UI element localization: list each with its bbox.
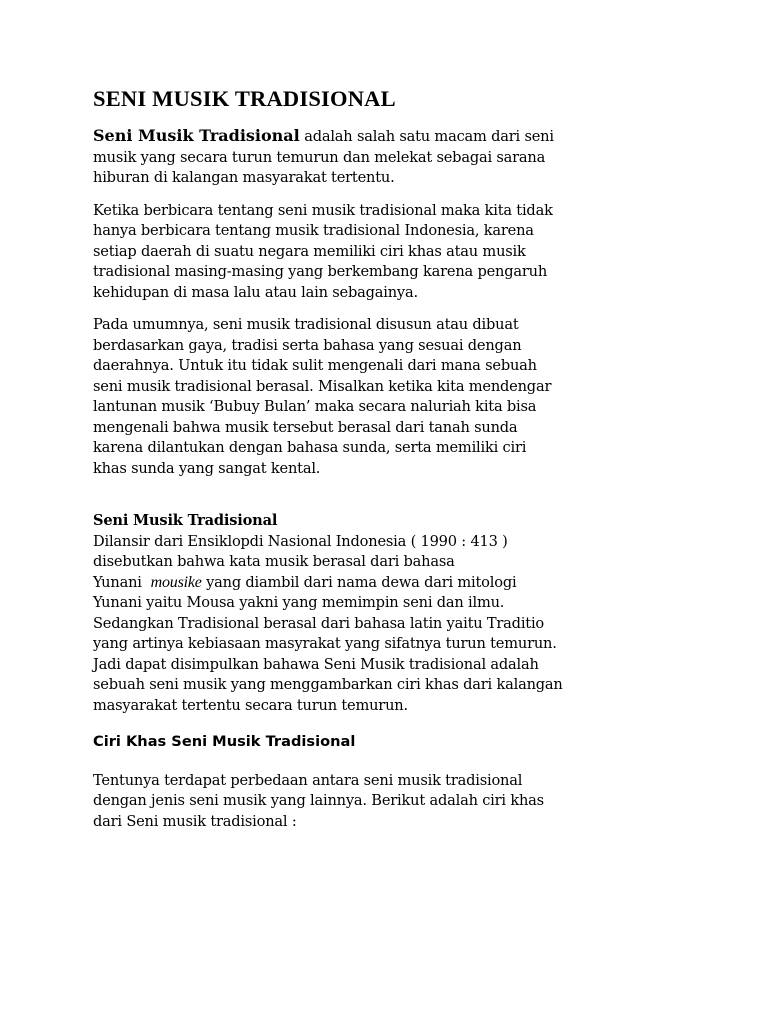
paragraph-line: setiap daerah di suatu negara memiliki ciri khas atau musik	[93, 242, 526, 260]
section-heading: Seni Musik Tradisional	[93, 512, 278, 529]
paragraph-line: Dilansir dari Ensiklopdi Nasional Indonesia ( 1990 : 413 )	[93, 532, 508, 550]
paragraph-line: daerahnya. Untuk itu tidak sulit mengenali dari mana sebuah	[93, 357, 537, 374]
paragraph-line: Tentunya terdapat perbedaan antara seni musik tradisional	[93, 771, 523, 789]
intro-line: musik yang secara turun temurun dan melekat sebagai sarana	[93, 148, 546, 166]
intro-line: hiburan di kalangan masyarakat tertentu.	[93, 169, 395, 186]
paragraph-line: dari Seni musik tradisional :	[93, 812, 297, 830]
paragraph-line: disebutkan bahwa kata musik berasal dari bahasa	[93, 553, 455, 570]
line-text: Yunani	[93, 573, 151, 591]
paragraph-line: Jadi dapat disimpulkan bahawa Seni Musik tradisional adalah	[93, 655, 539, 673]
paragraph-line: yang artinya kebiasaan masyrakat yang sifatnya turun temurun.	[93, 635, 557, 652]
line-text: yang diambil dari nama dewa dari mitologi	[201, 573, 517, 591]
characteristics-paragraph	[93, 771, 693, 833]
document-title: SENI MUSIK TRADISIONAL	[93, 86, 396, 111]
intro-bold-term: Seni Musik Tradisional	[93, 126, 300, 145]
paragraph-line: seni musik tradisional berasal. Misalkan ketika kita mendengar	[93, 377, 552, 395]
paragraph-line: hanya berbicara tentang musik tradisional Indonesia, karena	[93, 222, 534, 239]
intro-text: adalah salah satu macam dari seni	[299, 128, 554, 145]
paragraph-line: karena dilantukan dengan bahasa sunda, serta memiliki ciri	[93, 439, 527, 456]
intro-paragraph	[93, 126, 693, 189]
section-heading: Ciri Khas Seni Musik Tradisional	[93, 733, 356, 750]
paragraph-line: khas sunda yang sangat kental.	[93, 459, 321, 477]
paragraph-line: sebuah seni musik yang menggambarkan ciri khas dari kalangan	[93, 676, 563, 693]
paragraph-line: lantunan musik ‘Bubuy Bulan’ maka secara naluriah kita bisa	[93, 398, 537, 415]
paragraph-line: Sedangkan Tradisional berasal dari bahasa latin yaitu Traditio	[93, 614, 545, 632]
section-definition	[93, 511, 693, 716]
paragraph-line: masyarakat tertentu secara turun temurun.	[93, 696, 408, 714]
paragraph-three	[93, 315, 693, 479]
paragraph-line: Ketika berbicara tentang seni musik tradisional maka kita tidak	[93, 201, 553, 219]
paragraph-two	[93, 201, 693, 304]
paragraph-line: mengenali bahwa musik tersebut berasal dari tanah sunda	[93, 418, 518, 436]
paragraph-line: berdasarkan gaya, tradisi serta bahasa yang sesuai dengan	[93, 336, 522, 354]
paragraph-line: dengan jenis seni musik yang lainnya. Berikut adalah ciri khas	[93, 792, 544, 809]
document-page	[93, 84, 693, 832]
paragraph-line: Pada umumnya, seni musik tradisional disusun atau dibuat	[93, 316, 519, 333]
paragraph-line: kehidupan di masa lalu atau lain sebagainya.	[93, 283, 418, 301]
definition-paragraph	[93, 532, 693, 717]
paragraph-line: tradisional masing-masing yang berkembang karena pengaruh	[93, 263, 548, 280]
paragraph-line	[93, 573, 693, 594]
intro-line	[93, 126, 693, 148]
section-characteristics	[93, 732, 693, 832]
italic-term: mousike	[150, 573, 202, 591]
paragraph-line: Yunani yaitu Mousa yakni yang memimpin seni dan ilmu.	[93, 594, 505, 611]
